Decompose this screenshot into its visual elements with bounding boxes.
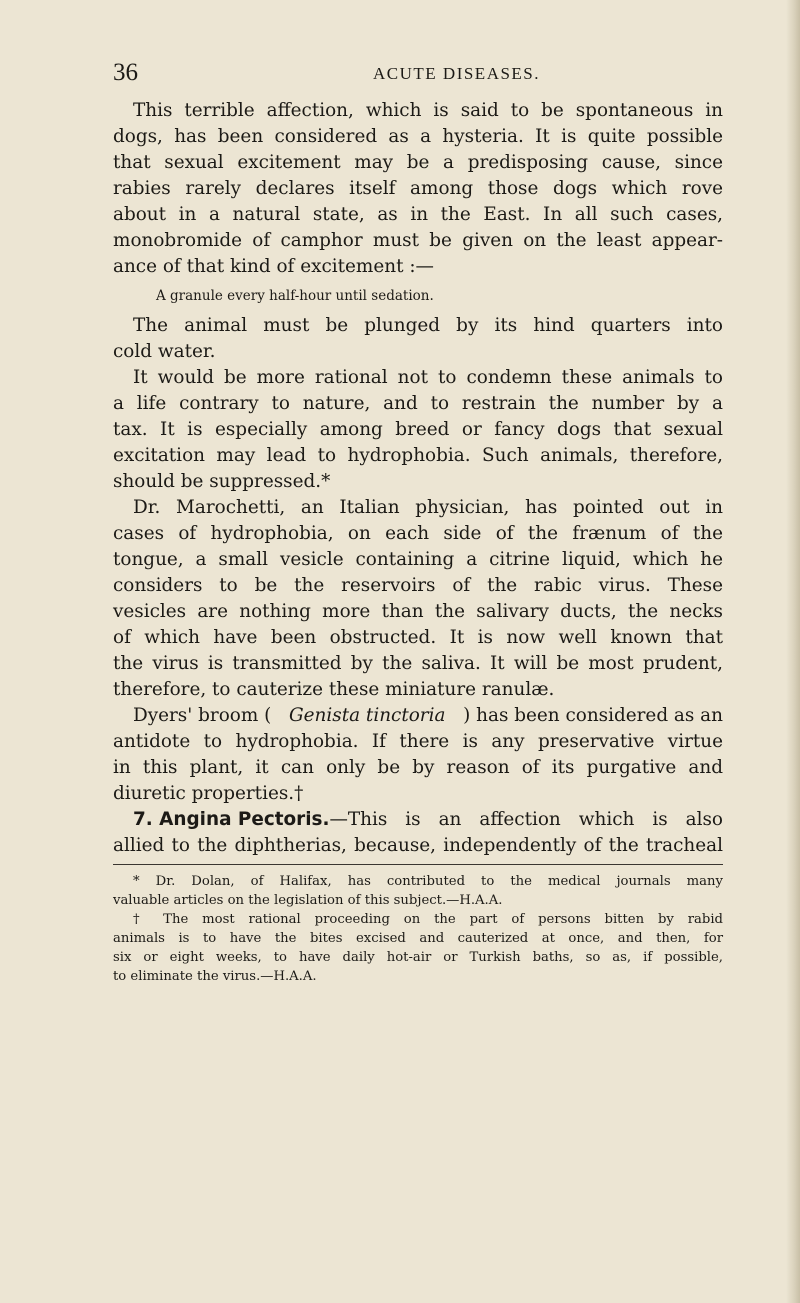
body-line: cases of hydrophobia, on each side of the frænum of the bbox=[113, 523, 723, 544]
body-line: cold water. bbox=[113, 341, 216, 362]
body-line: diuretic properties.† bbox=[113, 783, 304, 804]
page-header bbox=[113, 58, 723, 88]
body-line: considers to be the reservoirs of the rabic virus. These bbox=[113, 575, 723, 596]
body-line: ance of that kind of excitement :— bbox=[113, 256, 434, 277]
body-line: should be suppressed.* bbox=[113, 471, 331, 492]
body-line: a life contrary to nature, and to restrain the number by a bbox=[113, 393, 723, 414]
body-line: The animal must be plunged by its hind quarters into bbox=[133, 315, 723, 336]
dyers-prefix: Dyers' broom ( bbox=[133, 705, 272, 726]
body-line: in this plant, it can only be by reason of its purgative and bbox=[113, 757, 723, 778]
prescription-line: A granule every half-hour until sedation. bbox=[156, 288, 434, 304]
body-line: dogs, has been considered as a hysteria. It is quite possible bbox=[113, 126, 723, 147]
body-line: This terrible affection, which is said to be spontaneous in bbox=[133, 100, 723, 121]
body-line: tax. It is especially among breed or fancy dogs that sexual bbox=[113, 419, 723, 440]
body-line: vesicles are nothing more than the salivary ducts, the necks bbox=[113, 601, 723, 622]
page-edge-shadow bbox=[786, 0, 800, 1303]
body-line: It would be more rational not to condemn these animals to bbox=[133, 367, 723, 388]
body-line-dyers bbox=[133, 703, 723, 729]
body-line: of which have been obstructed. It is now well known that bbox=[113, 627, 723, 648]
footnote-line: valuable articles on the legislation of this subject.—H.A.A. bbox=[113, 893, 503, 908]
dyers-suffix: ) has been considered as an bbox=[463, 705, 723, 726]
footnote-rule bbox=[113, 864, 723, 865]
footnote-line: † The most rational proceeding on the part of persons bitten by rabid bbox=[133, 912, 723, 927]
body-line: antidote to hydrophobia. If there is any preservative virtue bbox=[113, 731, 723, 752]
footnote-line: * Dr. Dolan, of Halifax, has contributed to the medical journals many bbox=[133, 874, 723, 889]
body-line: rabies rarely declares itself among those dogs which rove bbox=[113, 178, 723, 199]
angina-heading: 7. Angina Pectoris. bbox=[133, 809, 330, 830]
body-line: allied to the diphtherias, because, independently of the tracheal bbox=[113, 835, 723, 856]
dyers-italic: Genista tinctoria bbox=[288, 705, 446, 726]
footnote-line: animals is to have the bites excised and cauterized at once, and then, for bbox=[113, 931, 723, 946]
angina-rest: —This is an affection which is also bbox=[329, 809, 723, 830]
footnote-line: to eliminate the virus.—H.A.A. bbox=[113, 969, 317, 984]
body-line: about in a natural state, as in the East. In all such cases, bbox=[113, 204, 723, 225]
page-number: 36 bbox=[113, 59, 138, 86]
body-line: excitation may lead to hydrophobia. Such animals, therefore, bbox=[113, 445, 723, 466]
body-line: tongue, a small vesicle containing a citrine liquid, which he bbox=[113, 549, 723, 570]
body-line: Dr. Marochetti, an Italian physician, has pointed out in bbox=[133, 497, 723, 518]
body-line: that sexual excitement may be a predisposing cause, since bbox=[113, 152, 723, 173]
running-title: ACUTE DISEASES. bbox=[373, 64, 541, 83]
body-line: therefore, to cauterize these miniature ranulæ. bbox=[113, 679, 555, 700]
body-line: the virus is transmitted by the saliva. It will be most prudent, bbox=[113, 653, 723, 674]
body-line: monobromide of camphor must be given on the least appear- bbox=[113, 230, 723, 251]
angina-line bbox=[133, 807, 723, 833]
footnote-line: six or eight weeks, to have daily hot-air or Turkish baths, so as, if possible, bbox=[113, 950, 723, 965]
